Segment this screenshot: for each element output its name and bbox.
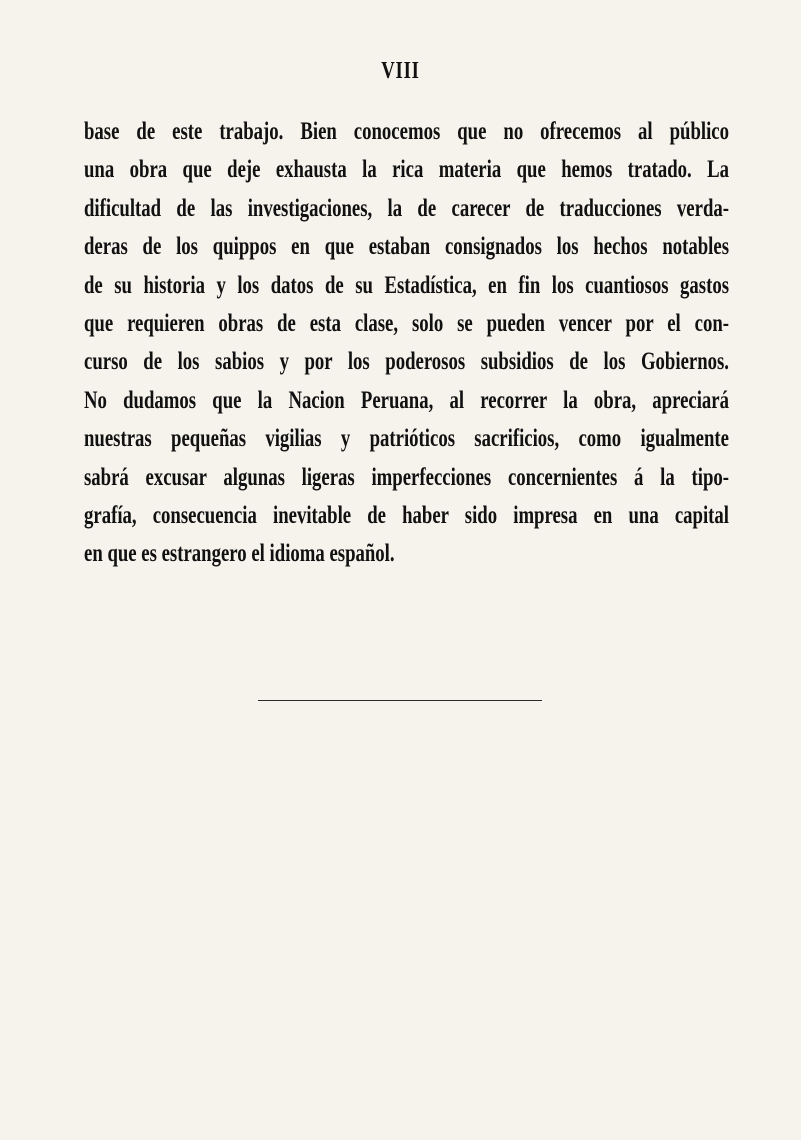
paragraph-line: deras de los quippos en que estaban consignados los hechos notables [84,233,729,261]
page-number: VIII [381,58,420,84]
paragraph-line: que requieren obras de esta clase, solo se pueden vencer por el con- [84,309,729,337]
paragraph-line: base de este trabajo. Bien conocemos que no ofrecemos al público [84,118,729,145]
paragraph-line: nuestras pequeñas vigilias y patrióticos sacrificios, como igualmente [84,425,729,453]
section-divider [258,700,542,701]
paragraph-line: de su historia y los datos de su Estadística, en fin los cuantiosos gastos [84,271,729,299]
paragraph-line: curso de los sabios y por los poderosos subsidios de los Gobiernos. [84,348,729,376]
paragraph-line: No dudamos que la Nacion Peruana, al recorrer la obra, apreciará [84,386,729,414]
body-paragraph [84,113,729,574]
paragraph-line: una obra que deje exhausta la rica materia que hemos tratado. La [84,156,729,184]
paragraph-line: en que es estrangero el idioma español. [84,540,395,568]
paragraph-line: dificultad de las investigaciones, la de carecer de traducciones verda- [84,194,729,222]
paragraph-line: sabrá excusar algunas ligeras imperfecciones concernientes á la tipo- [84,463,729,491]
paragraph-line: grafía, consecuencia inevitable de haber sido impresa en una capital [84,501,729,529]
